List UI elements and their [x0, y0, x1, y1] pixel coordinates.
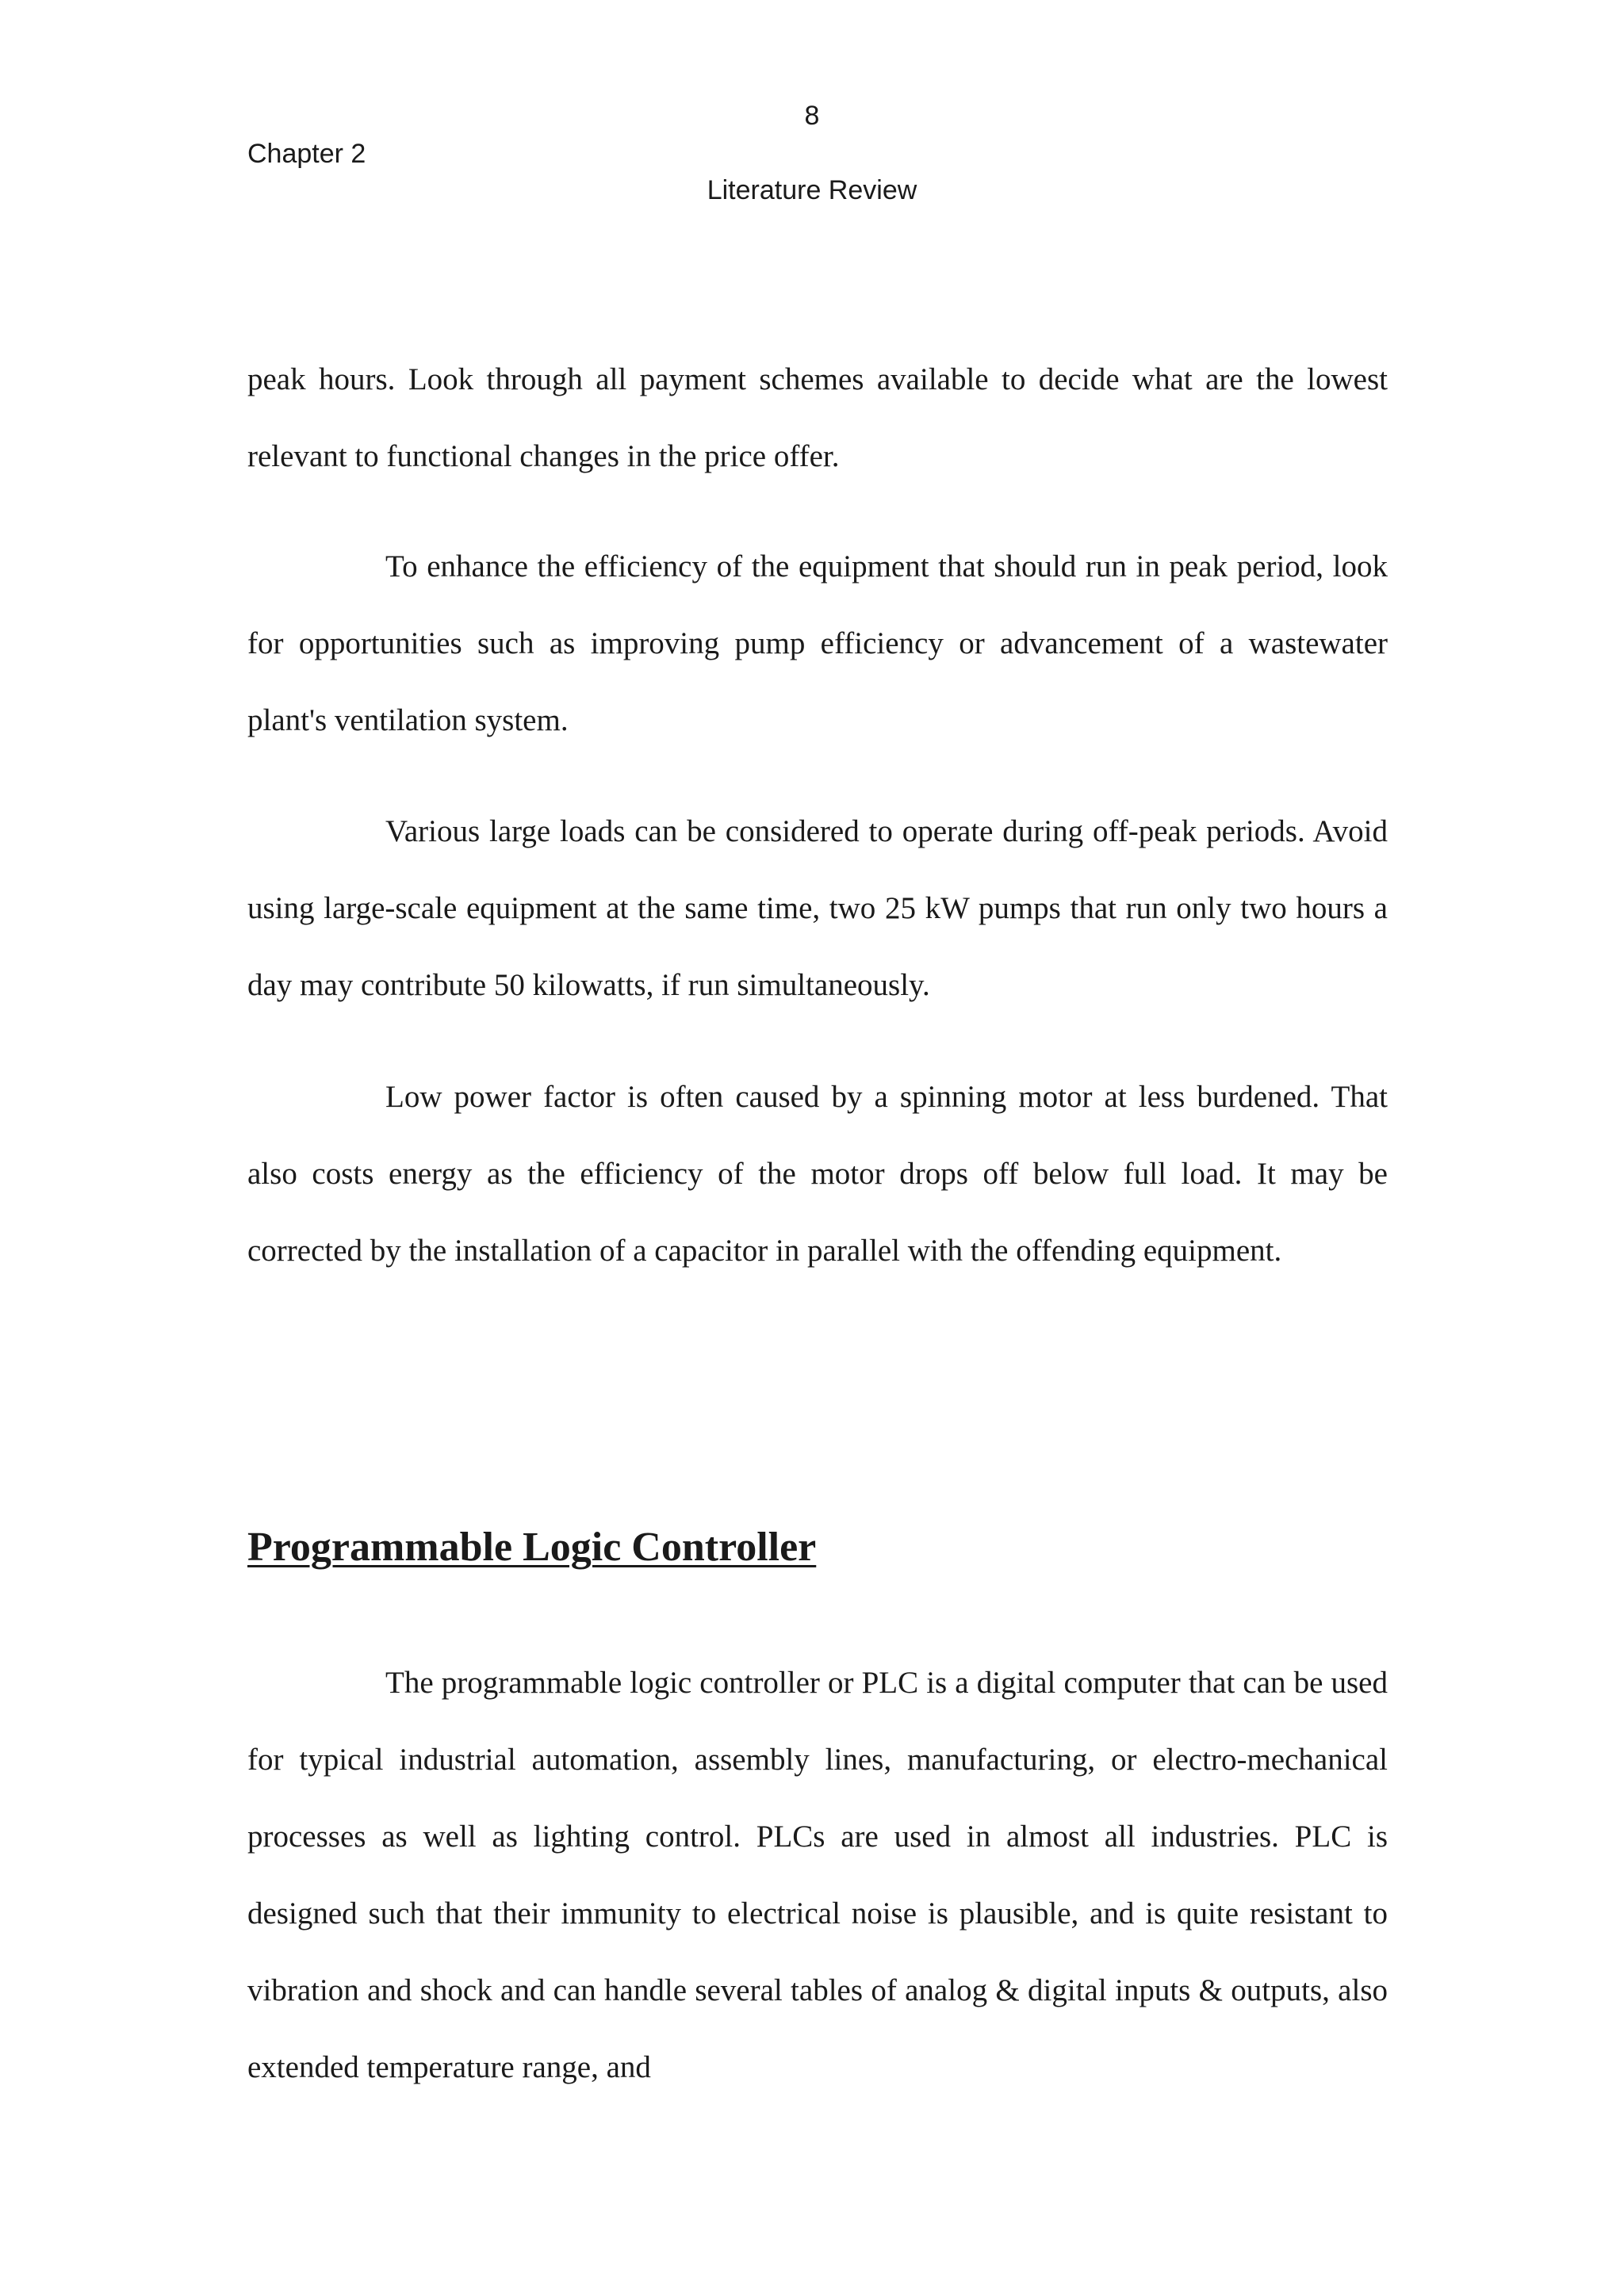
- section-label: Literature Review: [707, 175, 917, 205]
- paragraph-efficiency: To enhance the efficiency of the equipment that should run in peak period, look for opportunities such as improving pump efficiency or advancement of a wastewater plant's ventilation system.: [247, 549, 1388, 737]
- section-heading-plc: Programmable Logic Controller: [247, 1525, 817, 1570]
- page-number: 8: [804, 101, 820, 131]
- paragraph-power-factor: Low power factor is often caused by a spinning motor at less burdened. That also costs energy as the efficiency of the motor drops off below full load. It may be corrected by the installation of a capacitor in parallel with the offending equipment.: [247, 1080, 1388, 1268]
- paragraph-large-loads: Various large loads can be considered to operate during off-peak periods. Avoid using large-scale equipment at the same time, two 25 kW pumps that run only two hours a day may contribute 50 kilowatts, if run simultaneously.: [247, 814, 1388, 1002]
- paragraph-plc: The programmable logic controller or PLC is a digital computer that can be used for typical industrial automation, assembly lines, manufacturing, or electro-mechanical processes as well as lighting control. PLCs are used in almost all industries. PLC is designed such that their immunity to electrical noise is plausible, and is quite resistant to vibration and shock and can handle several tables of analog & digital inputs & outputs, also extended temperature range, and: [247, 1666, 1388, 2084]
- paragraph-peak-hours: peak hours. Look through all payment schemes available to decide what are the lowest relevant to functional changes in the price offer.: [247, 362, 1388, 473]
- chapter-label: Chapter 2: [247, 139, 366, 169]
